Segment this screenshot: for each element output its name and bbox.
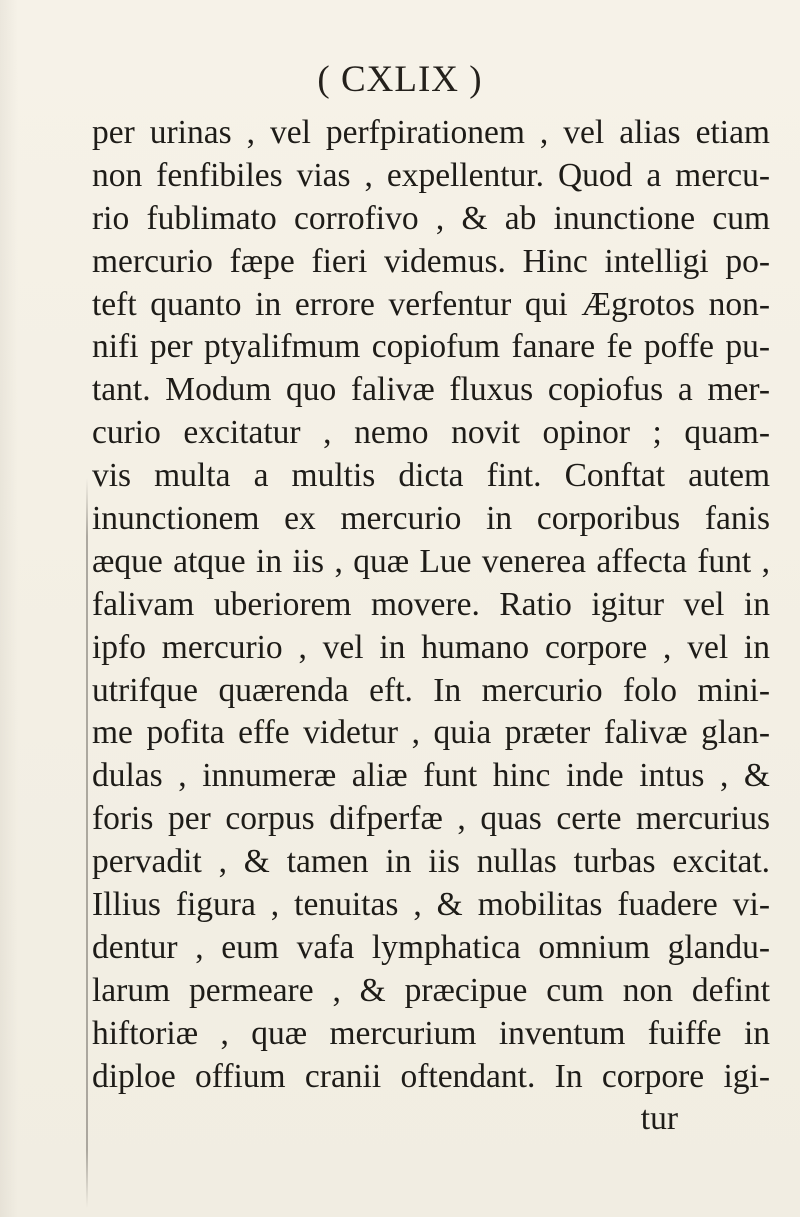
- text-line-10: inunctionem ex mercurio in corporibus fanis: [92, 500, 770, 538]
- text-line-16: dulas , innumeræ aliæ funt hinc inde intus , &: [92, 757, 770, 795]
- text-line-14: utrifque quærenda eft. In mercurio folo mini-: [92, 671, 770, 709]
- text-line-20: dentur , eum vafa lymphatica omnium glandu-: [92, 928, 770, 966]
- text-line-11: æque atque in iis , quæ Lue venerea affecta funt ,: [92, 542, 770, 580]
- text-line-1: per urinas , vel perfpirationem , vel alias etiam: [92, 114, 770, 151]
- catchword: tur: [640, 1100, 678, 1138]
- text-line-9: vis multa a multis dicta fint. Conftat autem: [92, 457, 770, 495]
- text-line-12: falivam uberiorem movere. Ratio igitur vel in: [92, 585, 770, 623]
- text-line-8: curio excitatur , nemo novit opinor ; quam-: [92, 414, 770, 452]
- text-line-6: nifi per ptyalifmum copiofum fanare fe poffe pu-: [92, 328, 770, 366]
- text-line-7: tant. Modum quo falivæ fluxus copiofus a mer-: [92, 371, 770, 409]
- text-line-3: rio fublimato corrofivo , & ab inunctione cum: [92, 199, 770, 237]
- text-line-21: larum permeare , & præcipue cum non defint: [92, 971, 770, 1009]
- text-line-4: mercurio fæpe fieri videmus. Hinc intelligi po-: [92, 242, 770, 280]
- text-line-23: diploe offium cranii oftendant. In corpore igi-: [92, 1057, 770, 1095]
- page-number-header: ( CXLIX ): [317, 59, 483, 100]
- body-text: [92, 112, 770, 1141]
- text-line-18: pervadit , & tamen in iis nullas turbas excitat.: [92, 843, 770, 881]
- text-line-15: me pofita effe videtur , quia præter falivæ glan-: [92, 714, 770, 752]
- text-line-17: foris per corpus difperfæ , quas certe mercurius: [92, 800, 770, 838]
- text-line-5: teft quanto in errore verfentur qui Ægrotos non-: [92, 285, 770, 323]
- text-line-2: non fenfibiles vias , expellentur. Quod a mercu-: [92, 156, 770, 194]
- spine-shadow: [0, 0, 18, 1217]
- text-line-19: Illius figura , tenuitas , & mobilitas fuadere vi-: [92, 886, 770, 924]
- text-line-13: ipfo mercurio , vel in humano corpore , vel in: [92, 628, 770, 666]
- text-line-22: hiftoriæ , quæ mercurium inventum fuiffe in: [92, 1014, 770, 1052]
- margin-rule: [86, 478, 88, 1208]
